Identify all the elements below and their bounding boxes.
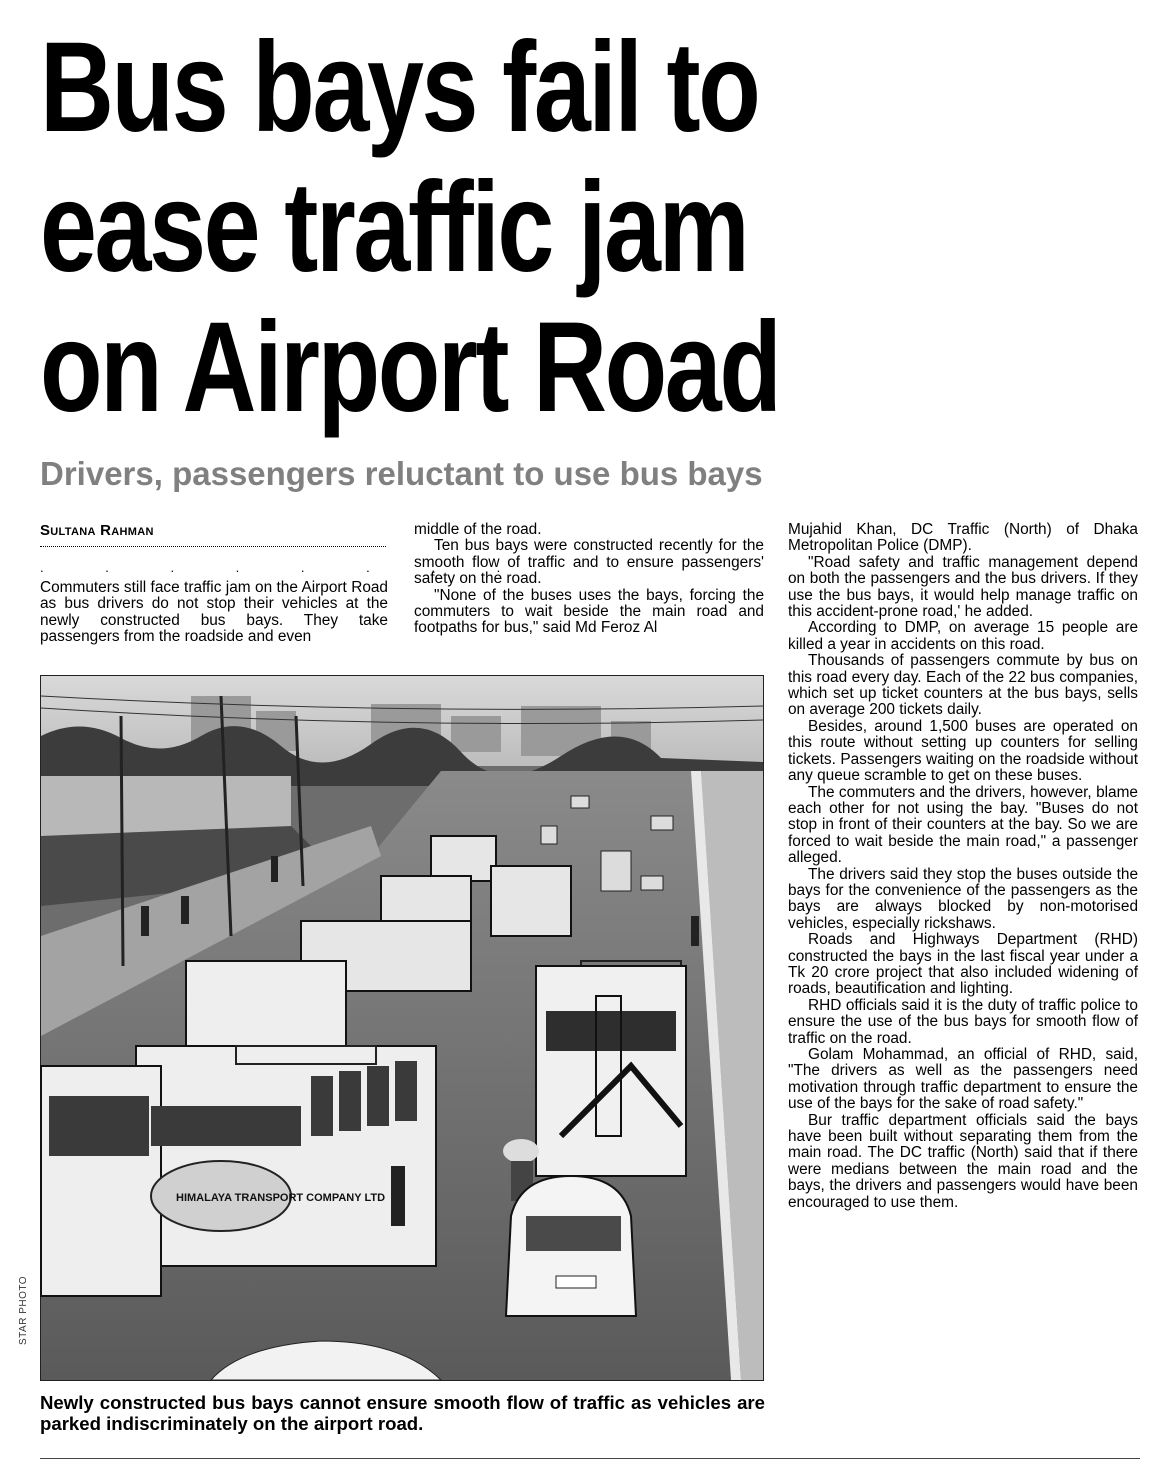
paragraph: Commuters still face traffic jam on the Airport Road as bus drivers do not stop their vehicles at the newly constructed bus bays. They take passengers from the roadside and even bbox=[40, 579, 388, 646]
paragraph: The commuters and the drivers, however, blame each other for not using the bay. "Buses do not stop in front of their counters at the bay. So we are forced to wait beside the main road," a passenger alleged. bbox=[788, 783, 1138, 867]
paragraph: Roads and Highways Department (RHD) constructed the bays in the last fiscal year under a Tk 20 crore project that also included widening of roads, beautification and lighting. bbox=[788, 931, 1138, 998]
photo-credit: STAR PHOTO bbox=[18, 1275, 29, 1345]
news-photo bbox=[40, 675, 764, 1381]
paragraph: middle of the road. bbox=[414, 521, 542, 538]
headline bbox=[40, 18, 928, 438]
photo-caption: Newly constructed bus bays cannot ensure smooth flow of traffic as vehicles are parked indiscriminately on the airport road. bbox=[40, 1392, 765, 1434]
paragraph: Bur traffic department officials said the bays have been built without separating them from the main road. The DC traffic (North) said that if there were medians between the main road and the bays, the drivers and passengers would have been encouraged to use them. bbox=[788, 1111, 1138, 1211]
paragraph: "Road safety and traffic management depend on both the passengers and the bus drivers. If they use the bus bays, it would help manage traffic on this accident-prone road,' he added. bbox=[788, 553, 1138, 621]
paragraph: "None of the buses uses the bays, forcing the commuters to wait beside the main road and footpaths for bus," said Md Feroz Al bbox=[414, 586, 764, 637]
paragraph: Thousands of passengers commute by bus on this road every day. Each of the 22 bus companies, which set up ticket counters at the bus bays, sells on average 200 tickets daily. bbox=[788, 652, 1138, 719]
headline-line: on Airport Road bbox=[40, 296, 780, 439]
bottom-rule bbox=[40, 1458, 1140, 1459]
paragraph: Besides, around 1,500 buses are operated on this route without setting up counters for selling tickets. Passengers waiting on the roadside without any queue scramble to get on these buses. bbox=[788, 717, 1138, 785]
headline-line: ease traffic jam bbox=[40, 156, 748, 299]
byline-divider bbox=[40, 546, 386, 547]
paragraph: The drivers said they stop the buses outside the bays for the convenience of the passengers as the bays are always blocked by non-motorised vehicles, especially rickshaws. bbox=[788, 865, 1138, 932]
paragraph: RHD officials said it is the duty of traffic police to ensure the use of the bus bays for smooth flow of traffic on the road. bbox=[788, 996, 1138, 1047]
bus-sign-text: HIMALAYA TRANSPORT COMPANY LTD bbox=[176, 1192, 386, 1204]
paragraph: Golam Mohammad, an official of RHD, said, "The drivers as well as the passengers need motivation through traffic department to ensure the use of the bays for the sake of road safety." bbox=[788, 1046, 1138, 1113]
paragraph: According to DMP, on average 15 people are killed a year in accidents on this road. bbox=[788, 619, 1138, 653]
subheadline: Drivers, passengers reluctant to use bus bays bbox=[40, 455, 763, 492]
paragraph: Mujahid Khan, DC Traffic (North) of Dhaka Metropolitan Police (DMP). bbox=[788, 521, 1138, 555]
article-column-1 bbox=[40, 580, 388, 646]
headline-line: Bus bays fail to bbox=[40, 16, 759, 159]
paragraph: Ten bus bays were constructed recently for the smooth flow of traffic and to ensure passengers' safety on the road. bbox=[414, 537, 764, 588]
article-column-2 bbox=[414, 522, 764, 637]
byline: Sultana Rahman bbox=[40, 522, 154, 539]
article-column-3 bbox=[788, 522, 1138, 1211]
separator-dots: . . . . . . . . bbox=[40, 560, 530, 575]
